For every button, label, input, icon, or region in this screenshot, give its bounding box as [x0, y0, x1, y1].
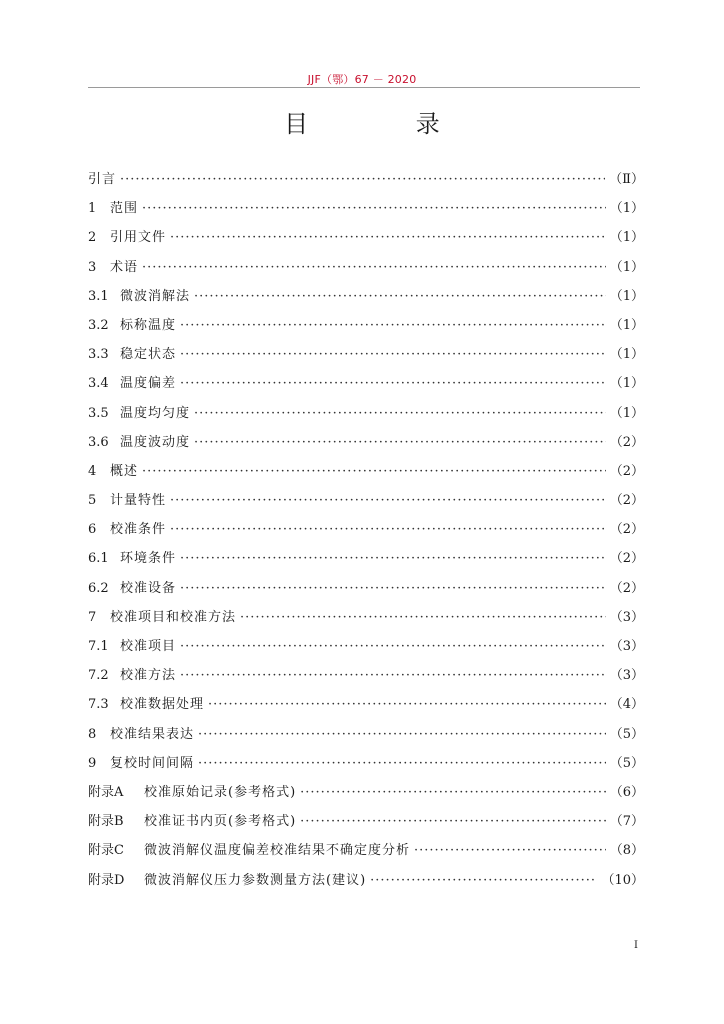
toc-entry-number: 4 [88, 463, 97, 479]
toc-entry-number: 3.1 [88, 288, 109, 304]
toc-entry-page: （2） [609, 463, 644, 479]
toc-entry-number: 6 [88, 522, 97, 538]
toc-entry[interactable] [88, 399, 644, 428]
toc-entry-number: 6.2 [88, 580, 109, 596]
toc-dot-leader [208, 690, 606, 719]
toc-entry-number: 附录D [88, 872, 125, 888]
toc-dot-leader [120, 165, 605, 194]
toc-entry-page: （8） [609, 843, 644, 859]
toc-entry-number: 7.2 [88, 668, 109, 684]
toc-entry-label: 校准条件 [110, 522, 167, 538]
toc-entry-page: （2） [609, 580, 644, 596]
toc-entry-label: 概述 [110, 463, 139, 479]
toc-entry[interactable] [88, 836, 644, 865]
toc-entry[interactable] [88, 457, 644, 486]
toc-entry-page: （1） [609, 347, 644, 363]
toc-entry-label: 术语 [110, 259, 139, 275]
toc-entry-number: 3.3 [88, 347, 109, 363]
toc-entry-number: 9 [88, 755, 97, 771]
toc-entry-label: 稳定状态 [120, 347, 177, 363]
toc-entry-label: 微波消解仪压力参数测量方法(建议) [144, 872, 367, 888]
table-of-contents [88, 165, 644, 895]
toc-entry[interactable] [88, 311, 644, 340]
toc-entry[interactable] [88, 749, 644, 778]
toc-entry[interactable] [88, 866, 644, 895]
toc-entry-label: 引用文件 [110, 230, 167, 246]
toc-dot-leader [194, 399, 606, 428]
toc-entry-label: 温度波动度 [120, 434, 191, 450]
toc-entry-page: （1） [609, 201, 644, 217]
toc-entry-number: 3.2 [88, 317, 109, 333]
toc-entry[interactable] [88, 428, 644, 457]
toc-dot-leader [142, 457, 606, 486]
toc-entry-number: 3.5 [88, 405, 109, 421]
toc-entry-label: 校准方法 [120, 668, 177, 684]
toc-entry-label: 计量特性 [110, 493, 167, 509]
toc-dot-leader [180, 544, 606, 573]
toc-entry[interactable] [88, 165, 644, 194]
toc-dot-leader [194, 428, 606, 457]
toc-entry-page: （1） [609, 259, 644, 275]
toc-entry-label: 校准项目 [120, 639, 177, 654]
toc-dot-leader [198, 720, 606, 749]
toc-entry-number: 5 [88, 493, 97, 509]
toc-entry-label: 环境条件 [120, 551, 177, 567]
toc-dot-leader [198, 749, 606, 778]
toc-entry-number: 7.3 [88, 697, 109, 713]
toc-title: 目 录 [284, 110, 490, 138]
toc-entry-label: 校准原始记录(参考格式) [144, 784, 297, 800]
toc-dot-leader [142, 253, 606, 282]
toc-entry-label: 温度偏差 [120, 376, 177, 392]
toc-entry-label: 校准结果表达 [110, 726, 195, 742]
toc-entry-number: 3.6 [88, 434, 109, 450]
toc-entry[interactable] [88, 282, 644, 311]
toc-dot-leader [414, 836, 606, 865]
toc-entry-label: 微波消解法 [120, 288, 191, 304]
toc-entry-label: 校准数据处理 [120, 697, 205, 713]
toc-entry[interactable] [88, 720, 644, 749]
toc-entry[interactable] [88, 603, 644, 632]
toc-entry-page: （1） [609, 405, 644, 421]
toc-dot-leader [180, 574, 606, 603]
toc-dot-leader [180, 340, 606, 369]
toc-entry-page: （2） [609, 434, 644, 450]
toc-dot-leader [142, 194, 606, 223]
toc-entry-number: 6.1 [88, 551, 109, 567]
toc-entry-page: （3） [609, 639, 644, 654]
toc-dot-leader [180, 311, 606, 340]
toc-entry-page: （2） [609, 522, 644, 538]
toc-entry-number: 7.1 [88, 639, 109, 654]
toc-entry-number: 3 [88, 259, 97, 275]
toc-entry-number: 附录A [88, 784, 124, 800]
toc-entry-page: （2） [609, 493, 644, 509]
toc-entry-label: 校准项目和校准方法 [110, 609, 237, 625]
toc-entry[interactable] [88, 340, 644, 369]
toc-dot-leader [194, 282, 606, 311]
toc-entry-label: 范围 [110, 201, 139, 217]
toc-entry-page: （5） [609, 726, 644, 742]
toc-entry-page: （Ⅱ） [609, 172, 644, 187]
toc-dot-leader [170, 223, 606, 252]
toc-dot-leader [170, 486, 606, 515]
page-number: I [634, 940, 638, 951]
toc-dot-leader [240, 603, 606, 632]
toc-entry-number: 1 [88, 201, 97, 217]
document-code-header: JJF（鄂）67 － 2020 [307, 73, 417, 86]
toc-entry[interactable] [88, 223, 644, 252]
toc-entry-label: 复校时间间隔 [110, 755, 195, 771]
toc-entry-number: 8 [88, 726, 97, 742]
toc-entry[interactable] [88, 661, 644, 690]
toc-entry-page: （1） [609, 288, 644, 304]
toc-dot-leader [170, 515, 606, 544]
toc-dot-leader [180, 369, 606, 398]
toc-entry[interactable] [88, 690, 644, 719]
toc-entry-page: （10） [601, 872, 644, 888]
toc-entry-label: 标称温度 [120, 317, 177, 333]
toc-entry-label: 温度均匀度 [120, 405, 191, 421]
toc-entry-page: （3） [609, 668, 644, 684]
toc-entry-page: （5） [609, 755, 644, 771]
toc-dot-leader [370, 866, 597, 895]
toc-entry-label: 校准设备 [120, 580, 177, 596]
toc-entry[interactable] [88, 807, 644, 836]
toc-entry[interactable] [88, 253, 644, 282]
toc-entry[interactable] [88, 632, 644, 661]
toc-entry[interactable] [88, 544, 644, 573]
toc-dot-leader [180, 632, 606, 661]
toc-entry-page: （2） [609, 551, 644, 567]
toc-entry-number: 3.4 [88, 376, 109, 392]
toc-entry-page: （7） [609, 814, 644, 830]
toc-entry-page: （3） [609, 609, 644, 625]
toc-entry[interactable] [88, 194, 644, 223]
toc-entry-label: 微波消解仪温度偏差校准结果不确定度分析 [144, 843, 411, 859]
toc-entry[interactable] [88, 515, 644, 544]
toc-dot-leader [300, 807, 606, 836]
toc-entry-label: 引言 [88, 172, 117, 187]
toc-dot-leader [180, 661, 606, 690]
toc-entry-page: （1） [609, 376, 644, 392]
toc-entry-number: 7 [88, 609, 97, 625]
toc-entry-page: （6） [609, 784, 644, 800]
toc-dot-leader [300, 778, 606, 807]
toc-entry-number: 附录B [88, 814, 124, 830]
toc-entry[interactable] [88, 574, 644, 603]
toc-entry-page: （1） [609, 317, 644, 333]
toc-entry-page: （4） [609, 697, 644, 713]
toc-entry-number: 附录C [88, 843, 124, 859]
toc-entry-label: 校准证书内页(参考格式) [144, 814, 297, 830]
toc-entry[interactable] [88, 369, 644, 398]
header-divider [88, 87, 640, 88]
toc-entry-number: 2 [88, 230, 97, 246]
toc-entry[interactable] [88, 486, 644, 515]
toc-entry-page: （1） [609, 230, 644, 246]
toc-entry[interactable] [88, 778, 644, 807]
